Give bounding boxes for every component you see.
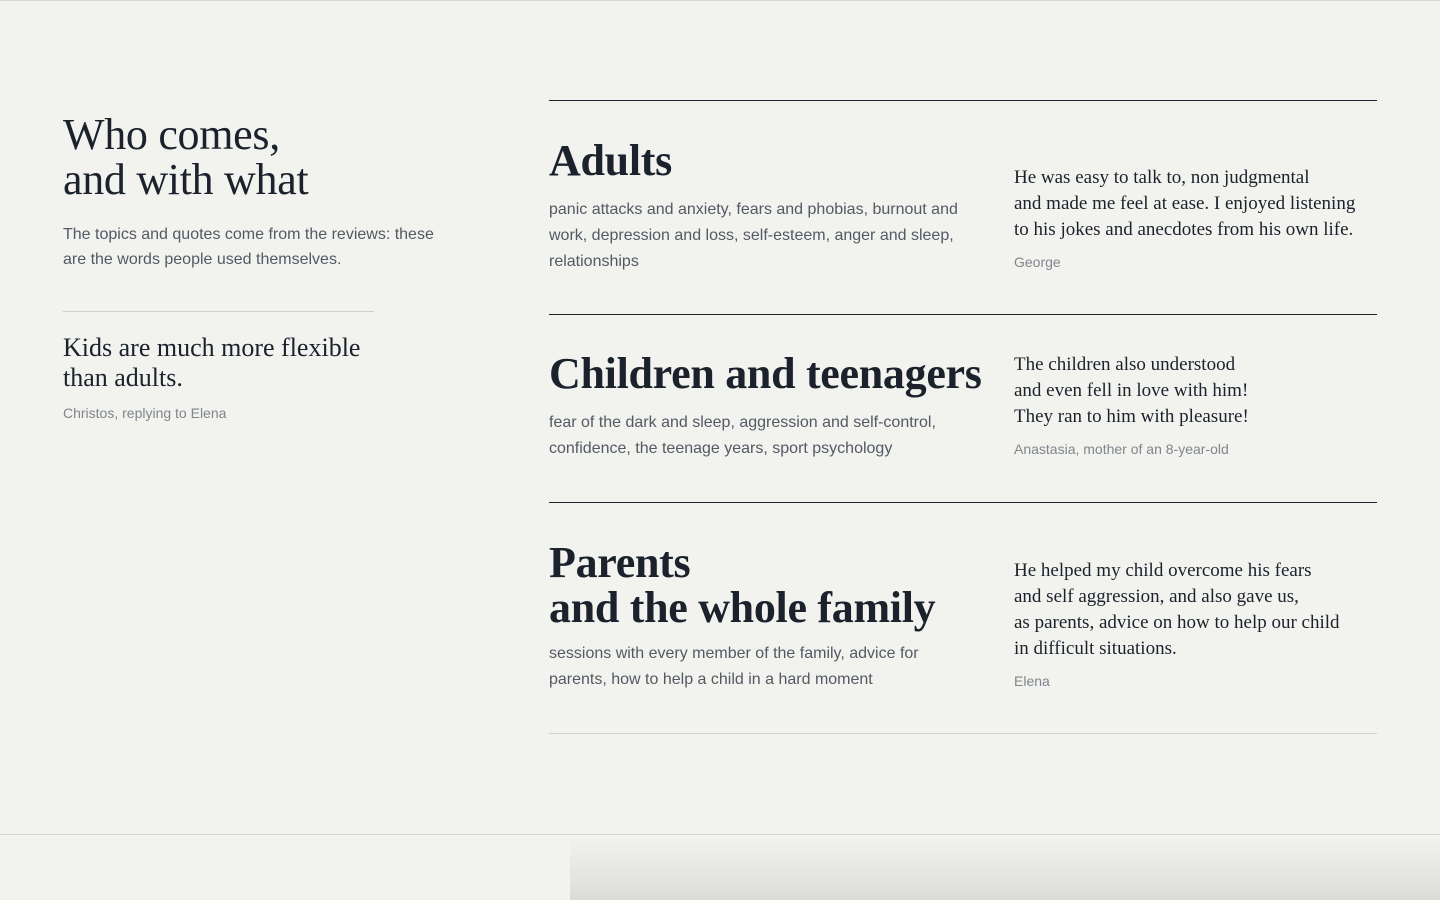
- review-author: George: [1014, 254, 1061, 270]
- featured-quote-line: Kids are much more flexible: [63, 333, 361, 362]
- audience-title-line: Adults: [549, 136, 672, 185]
- review-quote-line: and even fell in love with him!: [1014, 380, 1249, 401]
- featured-quote-line: than adults.: [63, 363, 183, 392]
- featured-quote: [63, 333, 393, 421]
- audience-list: [549, 100, 1377, 734]
- audience-topics: fear of the dark and sleep, aggression and self-control, confidence, the teenage years, sport psychology: [549, 414, 936, 457]
- audience-title-line: Children and teenagers: [549, 349, 982, 398]
- review-quote-line: in difficult situations.: [1014, 638, 1177, 659]
- review-quote: [1014, 165, 1384, 243]
- audience-row-parents: [549, 502, 1377, 734]
- review-author: Elena: [1014, 673, 1050, 689]
- review-quote-line: and made me feel at ease. I enjoyed listening: [1014, 193, 1356, 214]
- audience-row-adults: [549, 100, 1377, 314]
- section-intro-block: [63, 112, 463, 272]
- audience-title: [549, 351, 982, 396]
- review-quote: [1014, 352, 1384, 430]
- featured-quote-text: [63, 333, 393, 393]
- audience-title-line: and the whole family: [549, 583, 936, 632]
- audience-title: [549, 138, 672, 183]
- section-title-line: and with what: [63, 155, 309, 204]
- review-quote-line: to his jokes and anecdotes from his own life.: [1014, 219, 1354, 240]
- featured-quote-author: Christos, replying to Elena: [63, 405, 227, 421]
- audience-topics: panic attacks and anxiety, fears and phobias, burnout and work, depression and loss, self-esteem, anger and sleep, relationships: [549, 201, 958, 270]
- audience-row-children: [549, 314, 1377, 502]
- section-title-line: Who comes,: [63, 110, 280, 159]
- audience-title: [549, 540, 935, 630]
- top-divider: [0, 0, 1440, 1]
- review-quote-line: The children also understood: [1014, 354, 1236, 375]
- review-quote-line: and self aggression, and also gave us,: [1014, 586, 1299, 607]
- review-quote: [1014, 558, 1384, 662]
- review-quote-line: He was easy to talk to, non judgmental: [1014, 167, 1310, 188]
- audience-topics: sessions with every member of the family, advice for parents, how to help a child in a hard moment: [549, 645, 919, 688]
- review-quote-line: They ran to him with pleasure!: [1014, 406, 1249, 427]
- review-quote-line: as parents, advice on how to help our child: [1014, 612, 1340, 633]
- review-quote-line: He helped my child overcome his fears: [1014, 560, 1312, 581]
- audience-title-line: Parents: [549, 538, 691, 587]
- next-section-band: [570, 835, 1440, 900]
- section-intro-text: The topics and quotes come from the reviews: these are the words people used themselves.: [63, 226, 434, 268]
- review-author: Anastasia, mother of an 8-year-old: [1014, 441, 1229, 457]
- section-title: [63, 112, 463, 202]
- left-divider: [63, 311, 374, 312]
